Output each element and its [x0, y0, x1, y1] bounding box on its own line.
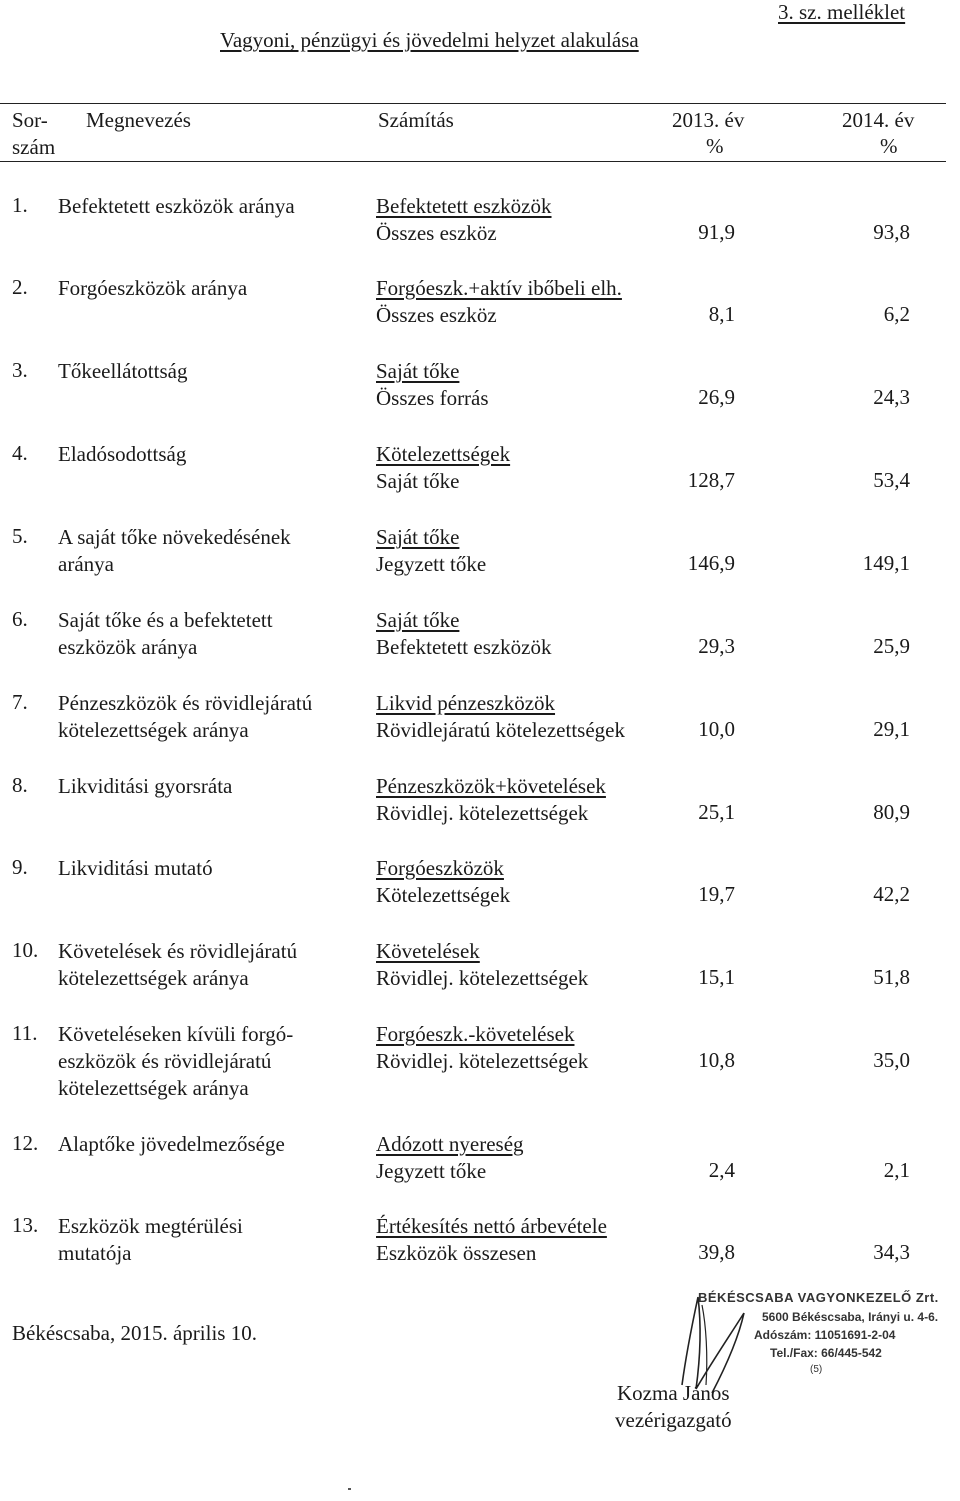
row-name — [58, 855, 213, 882]
table-row — [0, 193, 960, 275]
row-number: 6. — [12, 607, 28, 631]
table-row — [0, 441, 960, 523]
value-2013: 25,1 — [698, 800, 735, 824]
value-2013: 91,9 — [698, 220, 735, 244]
value-2014: 24,3 — [873, 385, 910, 409]
row-name-line: eszközök és rövidlejáratú — [58, 1049, 272, 1073]
formula-denominator: Saját tőke — [376, 469, 460, 493]
row-number: 11. — [12, 1021, 38, 1045]
formula-numerator: Likvid pénzeszközök — [376, 691, 556, 715]
row-number: 9. — [12, 855, 28, 879]
formula-denominator: Jegyzett tőke — [376, 552, 487, 576]
formula-numerator: Adózott nyereség — [376, 1132, 524, 1156]
table-row — [0, 773, 960, 855]
formula-denominator: Rövidlej. kötelezettségek — [376, 1049, 589, 1073]
formula-numerator: Forgóeszközök — [376, 856, 504, 880]
stamp-line-4: Tel./Fax: 66/445-542 — [770, 1346, 882, 1360]
page-title-text: Vagyoni, pénzügyi és jövedelmi helyzet alakulása — [220, 28, 639, 52]
col-2013: 2013. év — [672, 108, 745, 132]
col-2014: 2014. év — [842, 108, 915, 132]
row-formula — [376, 773, 606, 827]
value-2013: 19,7 — [698, 882, 735, 906]
value-2014: 2,1 — [883, 1158, 910, 1182]
formula-denominator: Eszközök összesen — [376, 1241, 537, 1265]
row-name — [58, 358, 187, 385]
formula-numerator: Forgóeszk.-követelések — [376, 1022, 575, 1046]
row-formula — [376, 1213, 607, 1267]
row-formula — [376, 275, 622, 329]
signer-title: vezérigazgató — [615, 1408, 732, 1432]
row-formula — [376, 193, 552, 247]
table-row — [0, 524, 960, 606]
col-sorszam-line1: Sor- — [12, 108, 48, 132]
col-sorszam-line2: szám — [12, 135, 56, 159]
row-name-line: Pénzeszközök és rövidlejáratú — [58, 691, 313, 715]
row-formula — [376, 358, 489, 412]
row-name — [58, 1213, 243, 1267]
row-formula — [376, 1131, 524, 1185]
row-name-line: kötelezettségek aránya — [58, 718, 249, 742]
row-formula — [376, 855, 510, 909]
formula-denominator: Rövidlej. kötelezettségek — [376, 801, 589, 825]
annex-label — [778, 0, 905, 25]
formula-numerator: Saját tőke — [376, 608, 460, 632]
formula-numerator: Saját tőke — [376, 525, 460, 549]
formula-denominator: Rövidlej. kötelezettségek — [376, 966, 589, 990]
value-2013: 128,7 — [687, 468, 735, 492]
row-name-line: Eszközök megtérülési — [58, 1214, 243, 1238]
row-name — [58, 1021, 293, 1102]
annex-label-text: 3. sz. melléklet — [778, 0, 906, 24]
col-name: Megnevezés — [86, 108, 191, 132]
row-formula — [376, 938, 588, 992]
table-row — [0, 1131, 960, 1213]
value-2013: 26,9 — [698, 385, 735, 409]
row-name-line: Forgóeszközök aránya — [58, 276, 248, 300]
stamp-line-5: (5) — [810, 1364, 823, 1375]
row-formula — [376, 524, 486, 578]
row-number: 7. — [12, 690, 28, 714]
row-name-line: Likviditási mutató — [58, 856, 213, 880]
value-2013: 15,1 — [698, 965, 735, 989]
row-name-line: Eladósodottság — [58, 442, 187, 466]
value-2014: 80,9 — [873, 800, 910, 824]
row-name — [58, 441, 186, 468]
table-row — [0, 690, 960, 772]
row-number: 12. — [12, 1131, 39, 1155]
row-number: 8. — [12, 773, 28, 797]
col-calc: Számítás — [378, 108, 454, 132]
row-name-line: Saját tőke és a befektetett — [58, 608, 273, 632]
signer-name: Kozma János — [617, 1381, 730, 1405]
formula-numerator: Pénzeszközök+követelések — [376, 774, 606, 798]
value-2014: 6,2 — [883, 302, 910, 326]
formula-numerator: Kötelezettségek — [376, 442, 511, 466]
formula-numerator: Forgóeszk.+aktív ibőbeli elh. — [376, 276, 622, 300]
value-2013: 10,8 — [698, 1048, 735, 1072]
row-name-line: Követelések és rövidlejáratú — [58, 939, 298, 963]
formula-numerator: Értékesítés nettó árbevétele — [376, 1214, 607, 1238]
row-name-line: Tőkeellátottság — [58, 359, 188, 383]
value-2014: 35,0 — [873, 1048, 910, 1072]
row-number: 2. — [12, 275, 28, 299]
value-2014: 42,2 — [873, 882, 910, 906]
row-number: 5. — [12, 524, 28, 548]
formula-denominator: Jegyzett tőke — [376, 1159, 487, 1183]
col-2013-unit: % — [706, 134, 724, 158]
value-2014: 53,4 — [873, 468, 910, 492]
table-row — [0, 855, 960, 937]
value-2014: 25,9 — [873, 634, 910, 658]
table-row — [0, 938, 960, 1020]
row-name-line: eszközök aránya — [58, 635, 198, 659]
value-2014: 93,8 — [873, 220, 910, 244]
page-mark — [348, 1488, 351, 1490]
row-formula — [376, 1021, 588, 1075]
formula-denominator: Összes eszköz — [376, 303, 497, 327]
row-name-line: kötelezettségek aránya — [58, 1076, 249, 1100]
row-name — [58, 773, 232, 800]
value-2013: 146,9 — [687, 551, 735, 575]
table-row — [0, 1021, 960, 1103]
row-name-line: Követeléseken kívüli forgó- — [58, 1022, 294, 1046]
row-number: 4. — [12, 441, 28, 465]
formula-denominator: Rövidlejáratú kötelezettségek — [376, 718, 625, 742]
row-name-line: kötelezettségek aránya — [58, 966, 249, 990]
stamp-line-3: Adószám: 11051691-2-04 — [754, 1328, 896, 1342]
table-row — [0, 275, 960, 357]
place-date: Békéscsaba, 2015. április 10. — [12, 1321, 257, 1345]
row-name — [58, 193, 295, 220]
value-2013: 2,4 — [708, 1158, 735, 1182]
value-2013: 29,3 — [698, 634, 735, 658]
value-2014: 51,8 — [873, 965, 910, 989]
header-rule — [0, 161, 946, 162]
row-name-line: A saját tőke növekedésének — [58, 525, 291, 549]
row-name-line: Befektetett eszközök aránya — [58, 194, 295, 218]
row-name — [58, 690, 312, 744]
page-title — [220, 28, 639, 53]
row-number: 13. — [12, 1213, 39, 1237]
row-number: 1. — [12, 193, 28, 217]
top-rule — [0, 103, 946, 104]
row-formula — [376, 441, 510, 495]
value-2013: 8,1 — [708, 302, 735, 326]
formula-numerator: Befektetett eszközök — [376, 194, 552, 218]
row-number: 3. — [12, 358, 28, 382]
row-name — [58, 275, 247, 302]
row-formula — [376, 690, 625, 744]
stamp-line-2: 5600 Békéscsaba, Irányi u. 4-6. — [762, 1310, 939, 1324]
value-2014: 149,1 — [862, 551, 910, 575]
row-name — [58, 938, 297, 992]
value-2013: 39,8 — [698, 1240, 735, 1264]
row-number: 10. — [12, 938, 39, 962]
row-name-line: mutatója — [58, 1241, 132, 1265]
row-name — [58, 524, 291, 578]
value-2013: 10,0 — [698, 717, 735, 741]
row-name-line: Likviditási gyorsráta — [58, 774, 233, 798]
table-row — [0, 607, 960, 689]
row-name-line: Alaptőke jövedelmezősége — [58, 1132, 285, 1156]
table-row — [0, 358, 960, 440]
value-2014: 29,1 — [873, 717, 910, 741]
formula-denominator: Befektetett eszközök — [376, 635, 552, 659]
value-2014: 34,3 — [873, 1240, 910, 1264]
formula-denominator: Összes forrás — [376, 386, 489, 410]
formula-denominator: Összes eszköz — [376, 221, 497, 245]
table-row — [0, 1213, 960, 1295]
row-name-line: aránya — [58, 552, 114, 576]
row-formula — [376, 607, 552, 661]
formula-numerator: Követelések — [376, 939, 480, 963]
formula-numerator: Saját tőke — [376, 359, 460, 383]
stamp-line-1: BÉKÉSCSABA VAGYONKEZELŐ Zrt. — [698, 1290, 939, 1305]
formula-denominator: Kötelezettségek — [376, 883, 511, 907]
row-name — [58, 607, 273, 661]
col-2014-unit: % — [880, 134, 898, 158]
row-name — [58, 1131, 285, 1158]
